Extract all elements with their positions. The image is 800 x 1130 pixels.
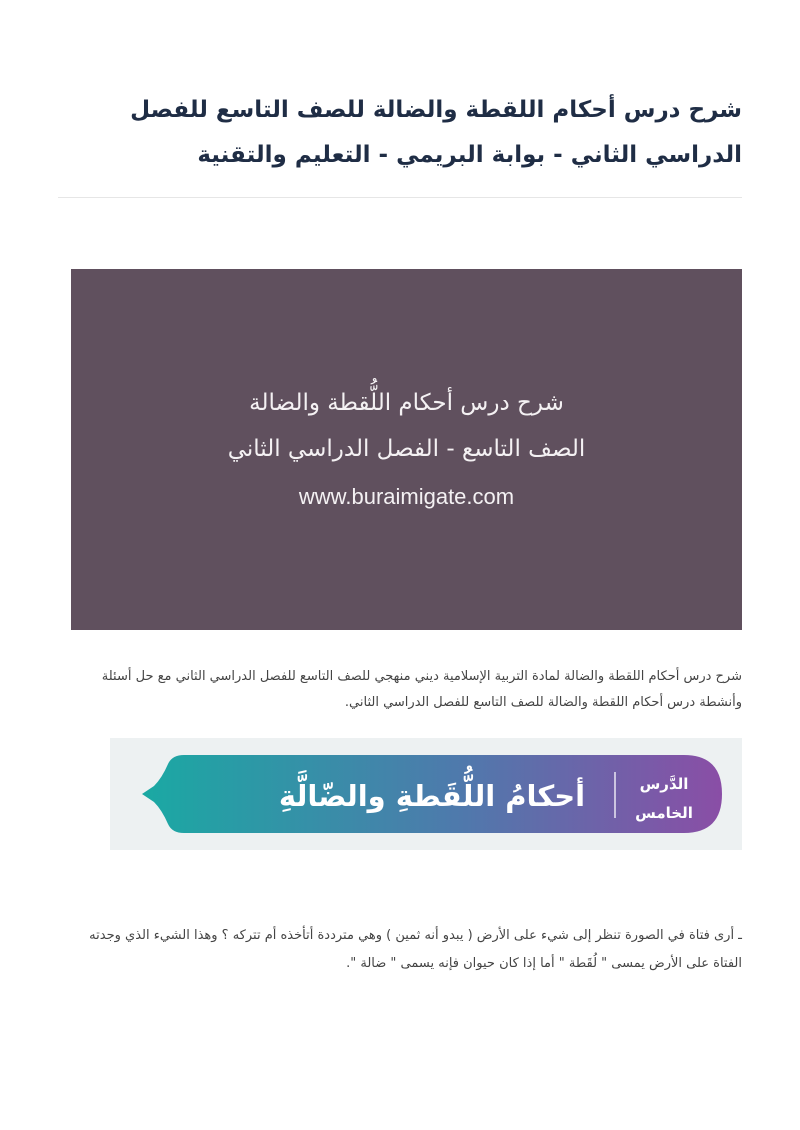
banner-lesson-title: أحكامُ اللُّقَطةِ والضّالَّةِ: [278, 779, 586, 813]
banner-lesson-label-1: الدَّرس: [639, 775, 689, 793]
body-paragraph: ـ أرى فتاة في الصورة تنظر إلى شيء على الأرض ( يبدو أنه ثمين ) وهي مترددة أتأخذه أم تتركه ؟ وهذا الشيء الذي وجدته الفتاة على الأرض يمسى " لُقَطة " أما إذا كان حيوان فإنه يسمى " ضالة ".: [89, 928, 742, 971]
lesson-banner-graphic: [110, 738, 742, 850]
article-page: [58, 0, 742, 1130]
intro-paragraph: شرح درس أحكام اللقطة والضالة لمادة التربية الإسلامية ديني منهجي للصف التاسع للفصل الدراسي الثاني مع حل أسئلة وأنشطة درس أحكام اللقطة والضالة للصف التاسع للفصل الدراسي الثاني.: [101, 669, 742, 710]
cover-website-url: www.buraimigate.com: [298, 484, 515, 509]
cover-title-line: شرح درس أحكام اللُّقطة والضالة: [249, 390, 564, 416]
article-title: شرح درس أحكام اللقطة والضالة للصف التاسع للفصل الدراسي الثاني - بوابة البريمي - التعليم والتقنية: [130, 97, 742, 168]
cover-subtitle-line: الصف التاسع - الفصل الدراسي الثاني: [227, 436, 586, 462]
cover-image: [71, 269, 742, 630]
lesson-banner-image: [110, 738, 742, 850]
banner-lesson-label-2: الخامس: [635, 804, 693, 822]
title-divider: [58, 197, 742, 198]
